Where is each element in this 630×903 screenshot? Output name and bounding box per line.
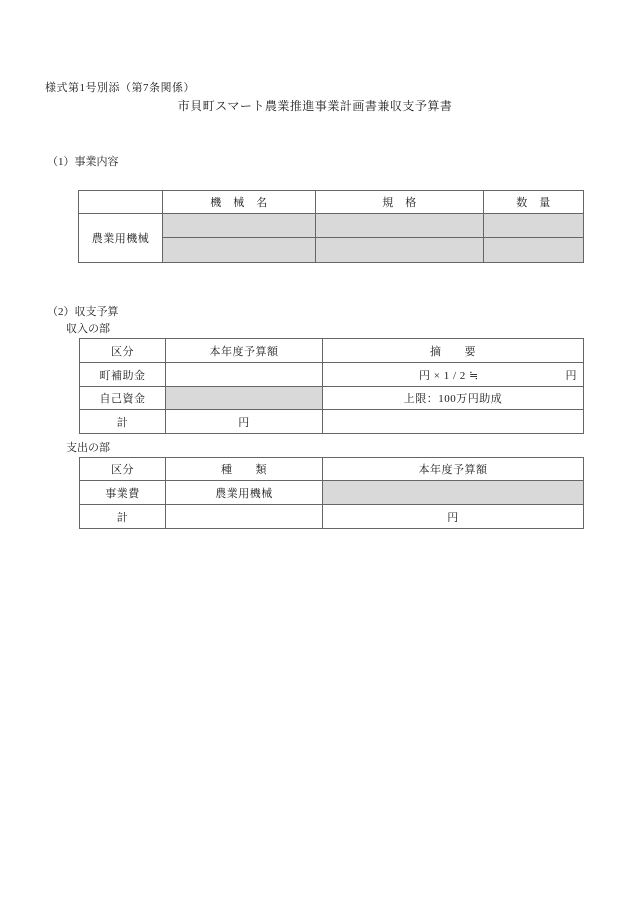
income-total-label: 計 [80, 410, 166, 434]
expense-section-label: 支出の部 [66, 442, 110, 454]
table-row [80, 481, 584, 505]
spec-header: 規 格 [316, 191, 484, 214]
table-row [80, 387, 584, 410]
income-total-amount-cell[interactable]: 円 [166, 410, 323, 434]
quantity-input-1[interactable] [484, 214, 584, 238]
expense-total-label: 計 [80, 505, 166, 529]
page-title: 市貝町スマート農業推進事業計画書兼収支予算書 [177, 99, 453, 113]
form-number-note: 様式第1号別添（第7条関係） [45, 82, 195, 94]
section-2-heading: （2）収支予算 [47, 306, 119, 318]
machinery-category-label: 農業用機械 [79, 214, 163, 263]
quantity-header: 数 量 [484, 191, 584, 214]
machinery-table-corner-cell [79, 191, 163, 214]
income-budget-header: 本年度予算額 [166, 339, 323, 363]
project-cost-label: 事業費 [80, 481, 166, 505]
expense-total-type-cell [166, 505, 323, 529]
expense-budget-header: 本年度予算額 [323, 458, 584, 481]
own-funds-label: 自己資金 [80, 387, 166, 410]
income-total-remarks-cell [323, 410, 584, 434]
income-table [79, 338, 584, 434]
town-subsidy-remarks-cell [323, 363, 584, 387]
table-row [80, 363, 584, 387]
expense-total-amount-cell[interactable]: 円 [323, 505, 584, 529]
expense-category-header: 区分 [80, 458, 166, 481]
project-budget-input[interactable] [323, 481, 584, 505]
machine-name-input-1[interactable] [163, 214, 316, 238]
town-subsidy-label: 町補助金 [80, 363, 166, 387]
income-remarks-header: 摘 要 [323, 339, 584, 363]
table-row [80, 410, 584, 434]
town-subsidy-amount-cell[interactable] [166, 363, 323, 387]
subsidy-formula-unit: 円 [565, 369, 577, 382]
machinery-table [78, 190, 584, 263]
project-type-label: 農業用機械 [166, 481, 323, 505]
spec-input-2[interactable] [316, 238, 484, 263]
expense-table [79, 457, 584, 529]
own-funds-note: 上限：100万円助成 [323, 387, 584, 410]
income-section-label: 収入の部 [66, 323, 110, 335]
expense-type-header: 種 類 [166, 458, 323, 481]
own-funds-amount-input[interactable] [166, 387, 323, 410]
table-row [79, 214, 584, 238]
spec-input-1[interactable] [316, 214, 484, 238]
table-row [80, 505, 584, 529]
machine-name-input-2[interactable] [163, 238, 316, 263]
section-1-heading: （1）事業内容 [47, 156, 119, 168]
machine-name-header: 機 械 名 [163, 191, 316, 214]
income-category-header: 区分 [80, 339, 166, 363]
quantity-input-2[interactable] [484, 238, 584, 263]
subsidy-formula-text: 円 × 1 / 2 ≒ [419, 369, 479, 382]
